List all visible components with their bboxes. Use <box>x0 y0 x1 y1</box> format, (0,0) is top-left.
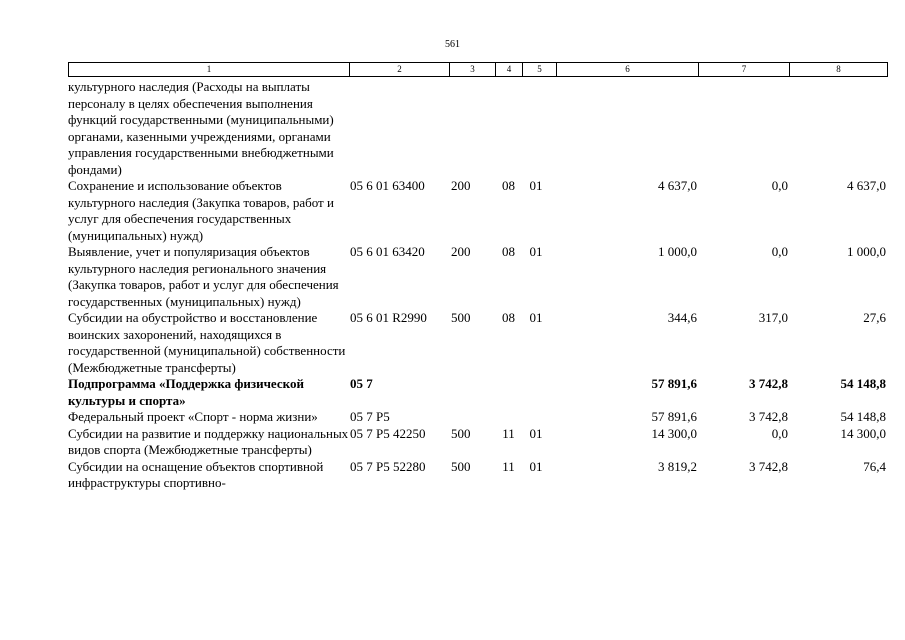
section-code <box>495 409 522 426</box>
section-code: 08 <box>502 244 515 259</box>
expense-type <box>449 409 495 426</box>
amount-regional: 54 148,8 <box>840 409 886 424</box>
row-name: культурного наследия (Расходы на выплаты персоналу в целях обеспечения выполнения функций государственными (муниципальными) органами, казенными учреждениями, органами управления государственными внебюджетными фондами) <box>68 79 334 177</box>
subsection-code <box>522 376 556 409</box>
amount-regional <box>789 79 887 178</box>
amount-federal: 3 742,8 <box>749 376 788 391</box>
subsection-code: 01 <box>529 178 543 193</box>
table-row <box>68 310 887 376</box>
amount-federal: 0,0 <box>771 425 788 441</box>
target-code: 05 6 01 R2990 <box>350 310 427 325</box>
header-cell: 3 <box>450 63 496 77</box>
header-row <box>69 63 888 77</box>
section-code <box>495 376 522 409</box>
target-code: 05 7 P5 42250 <box>350 425 426 441</box>
expense-type <box>449 376 495 409</box>
section-code: 08 <box>502 310 515 325</box>
page-number: 561 <box>445 39 460 50</box>
section-code <box>495 79 522 178</box>
header-cell: 7 <box>699 63 790 77</box>
amount-total: 3 819,2 <box>658 458 697 474</box>
amount-total: 14 300,0 <box>651 425 697 441</box>
amount-federal: 3 742,8 <box>749 458 788 474</box>
amount-federal: 3 742,8 <box>749 409 788 424</box>
table-row <box>68 426 887 459</box>
amount-regional: 76,4 <box>863 458 886 474</box>
target-code: 05 6 01 63400 <box>350 178 425 193</box>
row-name: Выявление, учет и популяризация объектов культурного наследия регионального значения (Закупка товаров, работ и услуг для обеспечения государственных (муниципальных) нужд) <box>68 244 339 309</box>
expense-type <box>449 79 495 178</box>
target-code: 05 7 P5 52280 <box>350 458 426 474</box>
subsection-code: 01 <box>529 425 543 441</box>
table-row <box>68 244 887 310</box>
row-name: Субсидии на оснащение объектов спортивной инфраструктуры спортивно- <box>68 458 324 490</box>
amount-regional: 14 300,0 <box>840 425 886 441</box>
target-code: 05 7 P5 <box>350 409 390 424</box>
expense-type: 500 <box>451 458 471 474</box>
budget-table <box>68 79 887 492</box>
table-row <box>68 178 887 244</box>
header-cell: 5 <box>523 63 557 77</box>
amount-federal: 0,0 <box>771 178 788 193</box>
header-cell: 6 <box>557 63 699 77</box>
target-code <box>349 79 449 178</box>
header-cell: 1 <box>69 63 350 77</box>
target-code: 05 7 <box>350 376 373 391</box>
expense-type: 200 <box>451 178 471 193</box>
expense-type: 500 <box>451 425 471 441</box>
expense-type: 500 <box>451 310 471 325</box>
amount-federal <box>698 79 789 178</box>
amount-total: 344,6 <box>667 310 697 325</box>
amount-regional: 4 637,0 <box>847 178 886 193</box>
amount-total <box>556 79 698 178</box>
expense-type: 200 <box>451 244 471 259</box>
table-row <box>68 376 887 409</box>
subsection-code: 01 <box>529 244 543 259</box>
target-code: 05 6 01 63420 <box>350 244 425 259</box>
table-row <box>68 459 887 492</box>
subsection-code <box>522 409 556 426</box>
table-row <box>68 79 887 178</box>
amount-regional: 54 148,8 <box>840 376 886 391</box>
subsection-code: 01 <box>529 310 543 325</box>
subsection-code <box>522 79 556 178</box>
header-cell: 2 <box>350 63 450 77</box>
row-name: Субсидии на обустройство и восстановление воинских захоронений, находящихся в государственной (муниципальной) собственности (Межбюджетные трансферты) <box>68 310 346 375</box>
column-number-header <box>68 62 888 77</box>
subsection-code: 01 <box>529 458 543 474</box>
table-row <box>68 409 887 426</box>
amount-total: 1 000,0 <box>658 244 697 259</box>
amount-total: 4 637,0 <box>658 178 697 193</box>
amount-regional: 1 000,0 <box>847 244 886 259</box>
header-cell: 8 <box>790 63 888 77</box>
amount-federal: 0,0 <box>771 244 788 259</box>
header-cell: 4 <box>496 63 523 77</box>
section-code: 11 <box>502 425 515 441</box>
section-code: 11 <box>502 458 515 474</box>
row-name: Подпрограмма «Поддержка физической культуры и спорта» <box>68 376 304 408</box>
row-name: Субсидии на развитие и поддержку национальных видов спорта (Межбюджетные трансферты) <box>68 425 349 457</box>
amount-total: 57 891,6 <box>651 409 697 424</box>
row-name: Федеральный проект «Спорт - норма жизни» <box>68 409 318 424</box>
amount-total: 57 891,6 <box>651 376 697 391</box>
amount-regional: 27,6 <box>863 310 886 325</box>
section-code: 08 <box>502 178 515 193</box>
amount-federal: 317,0 <box>758 310 788 325</box>
row-name: Сохранение и использование объектов культурного наследия (Закупка товаров, работ и услуг для обеспечения государственных (муниципальных) нужд) <box>68 178 334 243</box>
